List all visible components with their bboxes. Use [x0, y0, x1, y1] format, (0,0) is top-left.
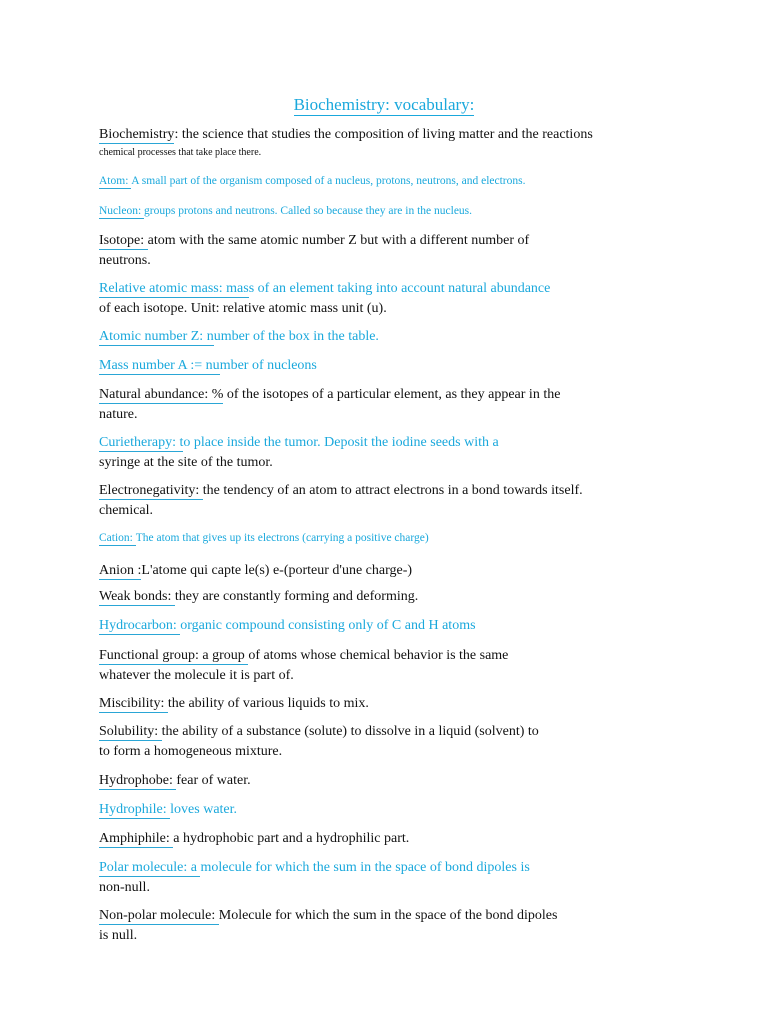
- entry-term: Weak bonds:: [99, 589, 175, 604]
- entry-definition-continued: chemical.: [99, 502, 154, 518]
- entry-definition: of the isotopes of a particular element, as they appear in the: [223, 387, 561, 402]
- entry-definition: of atoms whose chemical behavior is the same: [248, 648, 509, 663]
- entry-definition-continued: neutrons.: [99, 252, 151, 268]
- entry-term: Biochemistry: [99, 127, 175, 142]
- entry-term: Functional group: a group: [99, 648, 249, 663]
- entry-term: Nucleon:: [99, 205, 145, 217]
- entry-definition-continued: is null.: [99, 927, 138, 943]
- entry-definition: a hydrophobic part and a hydrophilic part.: [173, 831, 410, 846]
- entry-definition: the ability of a substance (solute) to dissolve in a liquid (solvent) to: [161, 724, 539, 739]
- entry-amphiphile: [99, 829, 699, 849]
- entry-term: Polar molecule: a: [99, 860, 201, 875]
- entry-polar-molecule: [99, 858, 699, 897]
- entry-definition: L'atome qui capte le(s) e-(porteur d'une charge-): [141, 563, 413, 578]
- entry-definition-continued: to form a homogeneous mixture.: [99, 743, 283, 759]
- entry-weak-bonds: [99, 587, 699, 607]
- entry-definition: groups protons and neutrons. Called so because they are in the nucleus.: [144, 205, 473, 217]
- entry-nucleon: [99, 203, 699, 219]
- entry-term: Amphiphile:: [99, 831, 174, 846]
- entry-term: Hydrophobe:: [99, 773, 177, 788]
- entry-definition-continued: chemical processes that take place there.: [99, 146, 262, 158]
- entry-definition: organic compound consisting only of C and H atoms: [180, 618, 476, 633]
- entry-definition: loves water.: [170, 802, 238, 817]
- entry-definition-continued: syringe at the site of the tumor.: [99, 454, 273, 470]
- entry-cation: [99, 530, 699, 546]
- entry-term: Curietherapy: t: [99, 435, 184, 450]
- entry-definition: molecule for which the sum in the space of bond dipoles is: [200, 860, 530, 875]
- entry-hydrophobe: [99, 771, 699, 791]
- entry-term: Anion :: [99, 563, 142, 578]
- entry-definition: : the science that studies the composition of living matter and the reactions: [174, 127, 593, 142]
- entry-term: Miscibility:: [99, 696, 168, 711]
- entry-mass-number: [99, 356, 699, 376]
- entry-definition: the tendency of an atom to attract electrons in a bond towards itself.: [202, 483, 583, 498]
- entry-definition: they are constantly forming and deforming.: [174, 589, 419, 604]
- entry-biochemistry: [99, 125, 699, 161]
- page-title-text: Biochemistry: vocabulary:: [293, 95, 475, 114]
- entry-term: Cation:: [99, 532, 136, 544]
- entry-term: Relative atomic mass: mas: [99, 281, 249, 296]
- entry-term: Hydrocarbon:: [99, 618, 181, 633]
- entry-electronegativity: [99, 481, 699, 520]
- entry-atom: [99, 173, 699, 189]
- entry-isotope: [99, 231, 699, 270]
- entry-definition-continued: whatever the molecule it is part of.: [99, 667, 294, 683]
- entry-term: Non-polar molecule:: [99, 908, 219, 923]
- entry-hydrocarbon: [99, 616, 699, 636]
- entry-term: Solubility:: [99, 724, 162, 739]
- entry-term: Isotope:: [99, 233, 148, 248]
- entry-anion: [99, 561, 699, 581]
- page-title: [0, 94, 768, 116]
- entry-curietherapy: [99, 433, 699, 472]
- entry-term: Hydrophile:: [99, 802, 171, 817]
- entry-definition: umber of the box in the table.: [213, 329, 379, 344]
- entry-term: Natural abundance: %: [99, 387, 224, 402]
- entry-definition: o place inside the tumor. Deposit the iodine seeds with a: [183, 435, 499, 450]
- entry-atomic-number: [99, 327, 699, 347]
- entry-definition-continued: nature.: [99, 406, 138, 422]
- entry-definition: atom with the same atomic number Z but with a different number of: [147, 233, 530, 248]
- entry-term: Electronegativity:: [99, 483, 203, 498]
- entry-term: Atomic number Z: n: [99, 329, 214, 344]
- entry-solubility: [99, 722, 699, 761]
- entry-definition: Molecule for which the sum in the space of the bond dipoles: [218, 908, 558, 923]
- entry-hydrophile: [99, 800, 699, 820]
- entry-non-polar-molecule: [99, 906, 699, 945]
- entry-definition-continued: non-null.: [99, 879, 150, 895]
- entry-miscibility: [99, 694, 699, 714]
- entry-definition-continued: of each isotope. Unit: relative atomic mass unit (u).: [99, 300, 387, 316]
- entry-term: Atom:: [99, 175, 132, 187]
- entry-definition: the ability of various liquids to mix.: [167, 696, 369, 711]
- entry-functional-group: [99, 646, 699, 685]
- entry-relative-atomic-mass: [99, 279, 699, 318]
- entry-definition: fear of water.: [176, 773, 251, 788]
- entry-term: Mass number A := nu: [99, 358, 220, 373]
- entry-natural-abundance: [99, 385, 699, 424]
- entry-definition: The atom that gives up its electrons (carrying a positive charge): [135, 532, 429, 544]
- entry-definition: A small part of the organism composed of a nucleus, protons, neutrons, and electrons.: [131, 175, 526, 187]
- entry-definition: s of an element taking into account natural abundance: [248, 281, 551, 296]
- entry-definition: mber of nucleons: [219, 358, 317, 373]
